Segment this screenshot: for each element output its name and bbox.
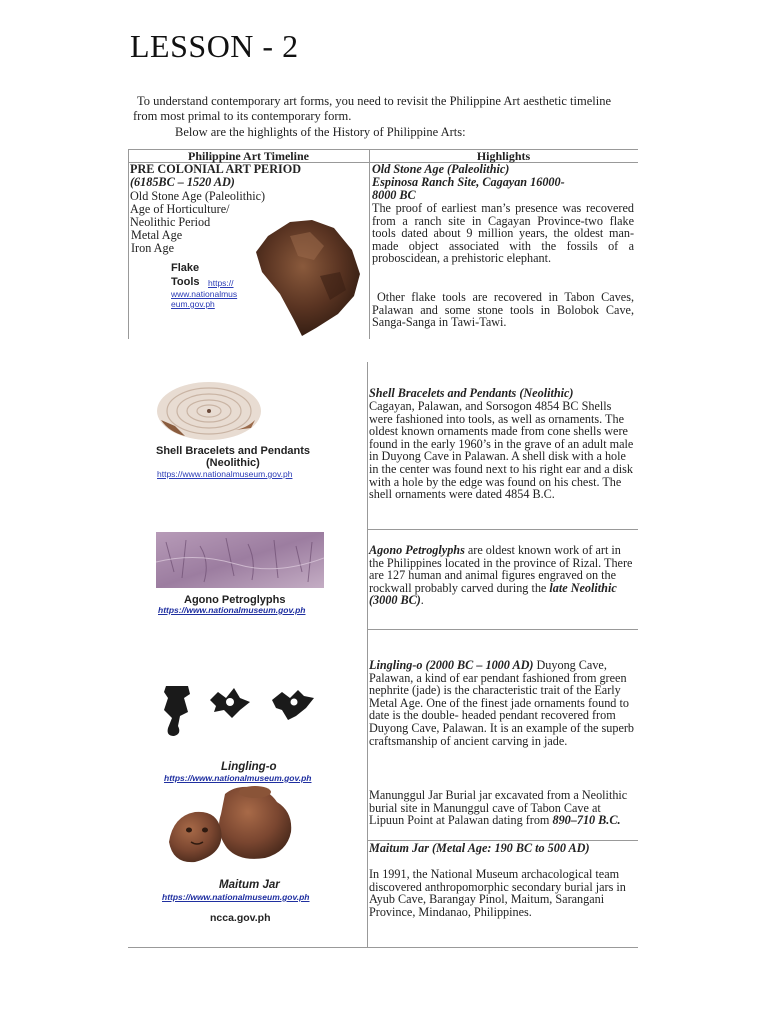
lingling-o-highlight-title: Lingling-o (2000 BC – 1000 AD)	[369, 658, 534, 672]
age-item: Metal Age	[131, 228, 183, 242]
lingling-o-image	[160, 682, 328, 740]
column-divider-bottom	[367, 362, 368, 947]
intro-highlights-line: Below are the highlights of the History of Philippine Arts:	[175, 125, 466, 139]
intro-paragraph: To understand contemporary art forms, you need to revisit the Philippine Art aesthetic timeline from most primal to its contemporary form.	[133, 94, 612, 123]
age-item: Age of Horticulture/	[130, 202, 230, 216]
lesson-title: LESSON - 2	[130, 28, 299, 64]
flake-caption: Flake	[171, 262, 200, 274]
agono-highlight-end: .	[420, 593, 424, 608]
agono-highlight-text	[369, 544, 634, 607]
flake-highlight-subtitle-2: 8000 BC	[372, 188, 416, 202]
flake-highlight-subtitle: Espinosa Ranch Site, Cagayan 16000-	[372, 175, 565, 189]
shell-highlight-title: Shell Bracelets and Pendants (Neolithic)	[369, 386, 574, 400]
flake-highlight-title: Old Stone Age (Paleolithic)	[372, 162, 510, 176]
shell-caption-2: (Neolithic)	[206, 457, 260, 469]
shell-caption: Shell Bracelets and Pendants	[156, 445, 311, 457]
agono-source-link[interactable]: https://www.nationalmuseum.gov.ph	[158, 605, 306, 615]
shell-highlight-text: Cagayan, Palawan, and Sorsogon 4854 BC Shells were fashioned into tools, as well as ornaments. The oldest known ornaments made from cone shells were found in the early 1960’s in the grave of an adult male in Duyong Cave in Palawan. A shell disk with a hole in the center was found next to his right ear and a disk with a hole by the edge was found on his chest. The shell ornaments were dated 4854 B.C.	[369, 399, 634, 502]
lingling-o-caption: Lingling-o	[221, 761, 277, 773]
agono-highlight-bold: late Neolithic (3000 BC)	[369, 580, 617, 608]
table-bottom-border	[128, 947, 638, 948]
agono-highlight-title: Agono Petroglyphs	[369, 543, 465, 557]
shell-source-link[interactable]: https://www.nationalmuseum.gov.ph	[157, 469, 293, 479]
flake-highlight-text: The proof of earliest man’s presence was recovered from a ranch site in Cagayan Province-two flake tools dated about 9 million years, the oldest man-made object associated with the fossils of a proboscidean, a prehistoric elephant.	[372, 201, 634, 266]
flake-source-link[interactable]: https://	[208, 278, 234, 288]
flake-caption-2: Tools	[171, 276, 200, 288]
flake-source-link-2[interactable]: www.nationalmus	[171, 289, 238, 299]
column-header-highlights: Highlights	[476, 149, 531, 163]
maitum-highlight-title: Maitum Jar (Metal Age: 190 BC to 500 AD)	[369, 841, 590, 855]
table-left-border	[128, 149, 129, 339]
age-item: Neolithic Period	[130, 215, 211, 229]
lingling-o-highlight-body: Duyong Cave, Palawan, a kind of ear pendant fashioned from green nephrite (jade) is the characteristic trait of the Early Metal Age. One of the finest jade ornaments found to date is the double- headed pendant recovered from Duyong Cave, Palawan. It is an example of the superb craftsmanship of ancient carving in jade.	[369, 658, 635, 748]
lingling-o-source-link[interactable]: https://www.nationalmuseum.gov.ph	[164, 773, 312, 783]
manunggul-highlight-text	[369, 789, 634, 827]
maitum-caption: Maitum Jar	[219, 879, 280, 891]
flake-source-link-3[interactable]: eum.gov.ph	[171, 299, 215, 309]
manunggul-highlight-dates: 890–710 B.C.	[552, 813, 621, 828]
flake-tool-image	[250, 216, 365, 338]
column-header-timeline: Philippine Art Timeline	[188, 149, 309, 163]
manunggul-highlight-body: Manunggul Jar Burial jar excavated from a Neolithic burial site in Manunggul cave of Tabon Cave at Lipuun Point at Palawan dating from	[369, 788, 628, 828]
period-title: PRE COLONIAL ART PERIOD	[130, 162, 302, 176]
row-divider-1	[367, 529, 638, 530]
age-item: Iron Age	[131, 241, 174, 255]
period-dates: (6185BC – 1520 AD)	[130, 175, 235, 189]
maitum-source-link[interactable]: https://www.nationalmuseum.gov.ph	[162, 892, 310, 902]
lingling-o-highlight-text	[369, 659, 634, 747]
flake-highlight-text-2: Other flake tools are recovered in Tabon Caves, Palawan and some stone tools in Bolobok Cave, Sanga-Sanga in Tawi-Tawi.	[372, 290, 634, 330]
age-item: Old Stone Age (Paleolithic)	[130, 189, 266, 203]
shell-disk-image	[155, 380, 263, 442]
maitum-source-credit: ncca.gov.ph	[210, 912, 271, 924]
agono-highlight-body: are oldest known work of art in the Philippines located in the province of Rizal. There are 127 human and animal figures engraved on the rockwall probably carved during the	[369, 543, 633, 595]
maitum-jar-image	[165, 782, 300, 866]
agono-petroglyphs-image	[156, 532, 324, 588]
agono-caption: Agono Petroglyphs	[184, 594, 286, 606]
maitum-highlight-text: In 1991, the National Museum archacological team discovered anthropomorphic secondary burial jars in Ayub Cave, Barangay Pinol, Maitum, Sarangani Province, Mindanao, Philippines.	[369, 867, 626, 919]
row-divider-2	[367, 629, 638, 630]
column-divider-top	[369, 149, 370, 339]
